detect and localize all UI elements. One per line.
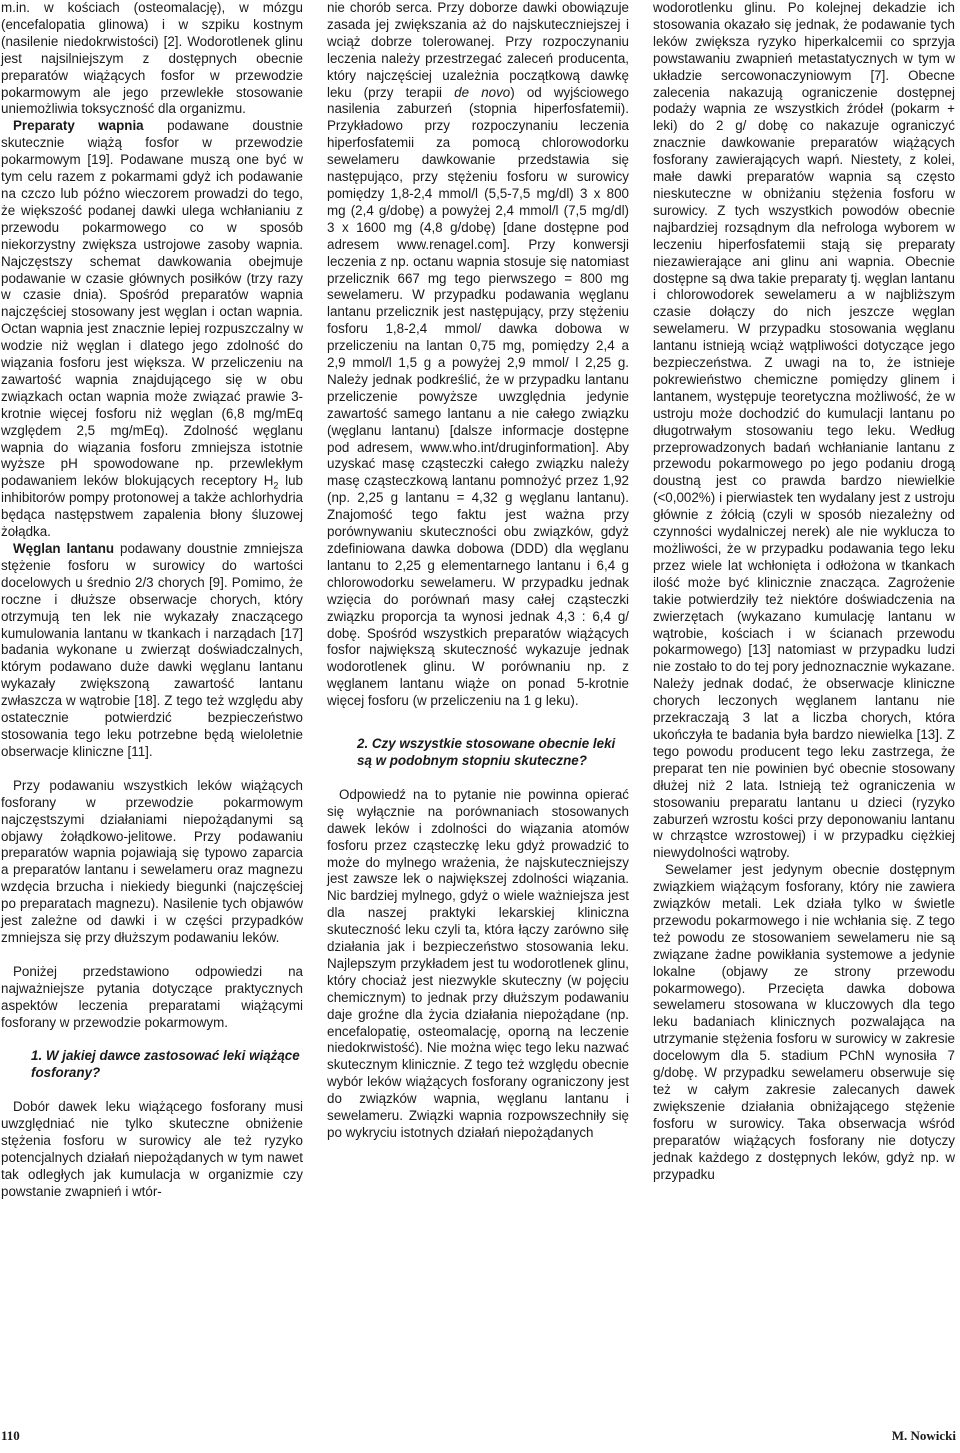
paragraph: Przy podawaniu wszystkich leków wiążących fosforany w przewodzie pokarmowym najczęstszymi działaniami niepożądanymi są objawy żołądkowo-jelitowe. Przy podawaniu preparatów wapnia pojawiają się typowo zaparcia a preparatów lantanu i sewelameru oraz magnezu wzdęcia brzucha i niekiedy biegunki (najczęściej po preparatach magnezu). Nasilenie tych objawów jest zależne od dawki i w części przypadków zmniejsza się przy dłuższym podawaniu leków. [1,777,303,945]
term-lanthanum-carbonate: Węglan lantanu [13,541,115,556]
paragraph: Sewelamer jest jedynym obecnie dostępnym związkiem wiążącym fosforany, który nie zawiera związków metali. Lek działa tylko w świetle przewodu pokarmowego i nie wchłania się. Z tego też powodu ze stosowaniem sewelameru nie są związane żadne powikłania systemowe a jedynie lokalne (objawy ze strony przewodu pokarmowego). Przecięta dawka dobowa sewelameru stosowana w kluczowych dla tego leku badaniach klinicznych pozwalająca na utrzymanie stężenia fosforu w surowicy w zakresie docelowym dla 5. stadium PChN wynosiła 7 g/dobę. W przypadku sewelameru obserwuje się też w całym zakresie zalecanych dawek zwiększenie działania obniżającego stężenie fosforu w surowicy. Taka obserwacja wśród preparatów wiążących fosforany nie dotyczy jednak każdego z dostępnych leków, gdyż np. w przypadku [653,862,955,1182]
paragraph: m.in. w kościach (osteomalację), w mózgu (encefalopatia glinowa) i w szpiku kostnym (nasilenie niedokrwistości) [2]. Wodorotlenek glinu jest najsilniejszym z dostępnych obecnie preparatów wiążących fosfor w przewodzie pokarmowym ale jego przewlekłe stosowanie uniemożliwia toksyczność dla organizmu. [1,0,303,117]
section-heading-1: 1. W jakiej dawce zastosować leki wiążące fosforany? [31,1048,300,1081]
paragraph: wodorotlenku glinu. Po kolejnej dekadzie ich stosowania okazało się jednak, że podawanie tych leków zwiększa ryzyko hiperkalcemii co sprzyja powstawaniu zwapnień metastatycznych w tym w układzie sercowonaczyniowym [7]. Obecne zalecenia nakazują ograniczenie dostępnej podaży wapnia ze wszystkich źródeł (pokarm + leki) do 2 g/ dobę co nakazuje ograniczyć znacznie dawkowanie preparatów wiążących fosforany zawierających wapń. Niestety, z kolei, małe dawki preparatów wapnia są często nieskuteczne w obniżaniu stężenia fosforu w surowicy. Z tych wszystkich powodów obecnie najbardziej rozsądnym dla nefrologa wyborem w leczeniu hiperfosfatemii stają się preparaty niezawierające ani glinu ani wapnia. Obecnie dostępne są dwa takie preparaty tj. węglan lantanu i chlorowodorek sewelameru a w najbliższym czasie dołączy do nich jeszcze węglan sewelameru. W przypadku stosowania węglanu lantanu istnieją wciąż wątpliwości dotyczące jego bezpieczeństwa. Z uwagi na to, że istnieje pokrewieństwo chemiczne pomiędzy glinem i lantanem, występuje teoretyczna możliwość, że w ustroju może dochodzić do kumulacji lantanu po długotrwałym stosowaniu tego leku. Według przeprowadzonych badań wchłanianie lantanu z przewodu pokarmowego po jego podaniu drogą doustną jest co prawda bardzo niewielkie (<0,002%) i pierwiastek ten wydalany jest z ustroju głównie z żółcią (czyli w sposób niezależny od czynności wydalniczej nerek) ale nie wyklucza to możliwości, że w przypadku podawania tego leku przez wiele lat wchłonięta i odłożona w tkankach ilość może być klinicznie znacząca. Zagrożenie takie potwierdziły też niektóre doświadczenia na zwierzętach (wykazano kumulację lantanu w wątrobie, kościach i w ścianach przewodu pokarmowego) [13] natomiast w przypadku ludzi nie zostało to do tej pory jednoznacznie wykazane. Należy jednak dodać, że obserwacje kliniczne chorych leczonych węglanem lantanu nie przekraczają 3 lat a liczba chorych, która ukończyła te badania była bardzo niewielka [13]. Z tego powodu producent tego leku zastrzega, że preparat ten nie powinien być obecnie stosowany dłużej niż 2 lata. Istnieją też ograniczenia w stosowaniu preparatu lantanu u dzieci (ryzyko zaburzeń wzrostu kości przy deponowaniu lantanu w chrząstce wzrostowej) i w przypadku ciężkiej niewydolności wątroby. [653,0,955,861]
paragraph: Węglan lantanu podawany doustnie zmniejsza stężenie fosforu w surowicy do wartości docelowych u średnio 2/3 chorych [9]. Pomimo, że roczne i dłuższe obserwacje chorych, który otrzymują ten lek nie wykazały znaczącego kumulowania lantanu w tkankach i narządach [17] badania wykonane u zwierząt doświadczalnych, którym podawano duże dawki węglanu lantanu wykazały zwiększoną zawartość lantanu zwłaszcza w wątrobie [18]. Z tego też względu aby ostatecznie potwierdzić bezpieczeństwo stosowania tego leku potrzebne będą wieloletnie obserwacje kliniczne [11]. [1,541,303,759]
running-footer-author: M. Nowicki [891,1428,956,1443]
text-column-2 [327,0,629,1142]
paragraph: Preparaty wapnia podawane doustnie skutecznie wiążą fosfor w przewodzie pokarmowym [19]. Podawane muszą one być w tym celu razem z pokarmami gdyż ich podawanie na czczo lub późno wieczorem prowadzi do tego, że większość podanej dawki ulega wchłanianiu z przewodu pokarmowego co w sposób niekorzystny zwiększa ustrojowe zasoby wapnia. Najczęstszy schemat dawkowania obejmuje podawanie w czasie głównych posiłków (trzy razy w czasie dnia). Spośród preparatów wapnia najczęściej stosowany jest węglan i octan wapnia. Octan wapnia jest znacznie lepiej rozpuszczalny w wodzie niż węglan i dlatego jego zdolność do wiązania fosforu jest większa. W przeliczeniu na zawartość wapnia znajdującego się w obu związkach octan wapnia może związać prawie 3-krotnie więcej fosforu niż węglan (6,8 mg/mEq względem 2,5 mg/mEq). Zdolność węglanu wapnia do wiązania fosforu zmniejsza istotnie wyższe pH spowodowane np. przewlekłym podawaniem leków blokujących receptory $H_2$ lub inhibitorów pompy protonowej a także achlorhydria będąca następstwem zapalenia błony śluzowej żołądka. [1,118,303,540]
section-heading-2: 2. Czy wszystkie stosowane obecnie leki są w podobnym stopniu skuteczne? [357,736,616,768]
paragraph: Odpowiedź na to pytanie nie powinna opierać się wyłącznie na porównaniach stosowanych dawek leków i zdolności do wiązania atomów fosforu przez cząsteczkę leku gdyż prowadzić to może do mylnego wrażenia, że najskuteczniejszy jest zawsze lek o największej zdolności wiązania. Nic bardziej mylnego, gdyż o wiele ważniejsza jest dla naszej praktyki lekarskiej kliniczna skuteczność leku czyli ta, która łączy zarówno siłę działania jak i bezpieczeństwo stosowania leku. Najlepszym przykładem jest tu wodorotlenek glinu, który chociaż jest niezwykle skuteczny (w pojęciu chemicznym) to jednak przy dłuższym podawaniu daje groźne dla życia działania niepożądane (np. encefalopatię, osteomalację, oporną na leczenie niedokrwistość). Nie można więc tego leku nazwać skutecznym klinicznie. Z tego też względu obecnie wybór leków wiążących fosforany ograniczony jest do związków wapnia, węglanu lantanu i sewelameru. Związki wapnia rozpowszechniły się po wykryciu istotnych działań niepożądanych [327,786,629,1140]
term-calcium-preparations: Preparaty wapnia [13,118,144,134]
text-column-1 [1,0,303,1201]
paragraph: Poniżej przedstawiono odpowiedzi na najważniejsze pytania dotyczące praktycznych aspektów leczenia preparatami wiążącymi fosforany w przewodzie pokarmowym. [1,963,303,1030]
paragraph: Dobór dawek leku wiążącego fosforany musi uwzględniać nie tylko skuteczne obniżenie stężenia fosforu w surowicy ale też ryzyko potencjalnych działań niepożądanych w tym nawet tak odległych jak kumulacja w organizmie czy powstanie zwapnień i wtór- [1,1099,303,1199]
text-column-3 [653,0,955,1183]
paragraph: nie chorób serca. Przy doborze dawki obowiązuje zasada jej zwiększania aż do najskuteczniejszej i wciąż dobrze tolerowanej. Przy rozpoczynaniu leczenia należy przestrzegać zaleceń producenta, który najczęściej uzależnia początkową dawkę leku (przy terapii de novo) od wyjściowego nasilenia zaburzeń (stopnia hiperfosfatemii). Przykładowo przy rozpoczynaniu leczenia hiperfosfatemii za pomocą chlorowodorku sewelameru dawkowanie przedstawia się następująco, przy stężeniu fosforu w surowicy pomiędzy 1,8-2,4 mmol/l (5,5-7,5 mg/dl) 3 x 800 mg (2,4 g/dobę) a powyżej 2,4 mmol/l (7,5 mg/dl) 3 x 1600 mg (4,8 g/dobę) [dane dostępne pod adresem www.renagel.com]. Przy konwersji leczenia z np. octanu wapnia stosuje się natomiast przelicznik 667 mg tego pierwszego = 800 mg sewelameru. W przypadku podawania węglanu lantanu przelicznik jest następujący, przy stężeniu fosforu 1,8-2,4 mmol/ dawka dobowa w przeliczeniu na lantan 0,75 mg, pomiędzy 2,4 a 2,9 mmol/l 1,5 g a powyżej 2,9 mmol/ l 2,25 g. Należy jednak podkreślić, że w przypadku lantanu przeliczenie powyższe uwzględnia jedynie zawartość samego lantanu a nie całego związku (węglanu lantanu) [dalsze informacje dostępne pod adresem, www.who.int/druginformation]. Aby uzyskać masę cząsteczki całego związku należy masę cząsteczkową lantanu pomnożyć przez 1,92 (np. 2,25 g lantanu = 4,32 g węglanu lantanu). Znajomość tego faktu jest ważna przy porównywaniu skuteczności obu związków, gdyż zdefiniowana dawka dobowa (DDD) dla węglanu lantanu to 2,25 g elementarnego lantanu i 6,4 g chlorowodorku sewelameru. W przypadku jednak wzięcia do porównań masy całej cząsteczki związku proporcja ta wynosi jednak 4,3 : 6,4 g/ dobę. Spośród wszystkich preparatów wiążących fosfor największą skuteczność wykazuje jednak wodorotlenek glinu. W porównaniu np. z węglanem lantanu wiąże on ponad 5-krotnie więcej fosforu (w przeliczeniu na 1 g leku). [327,0,629,709]
page-number: 110 [1,1428,20,1443]
